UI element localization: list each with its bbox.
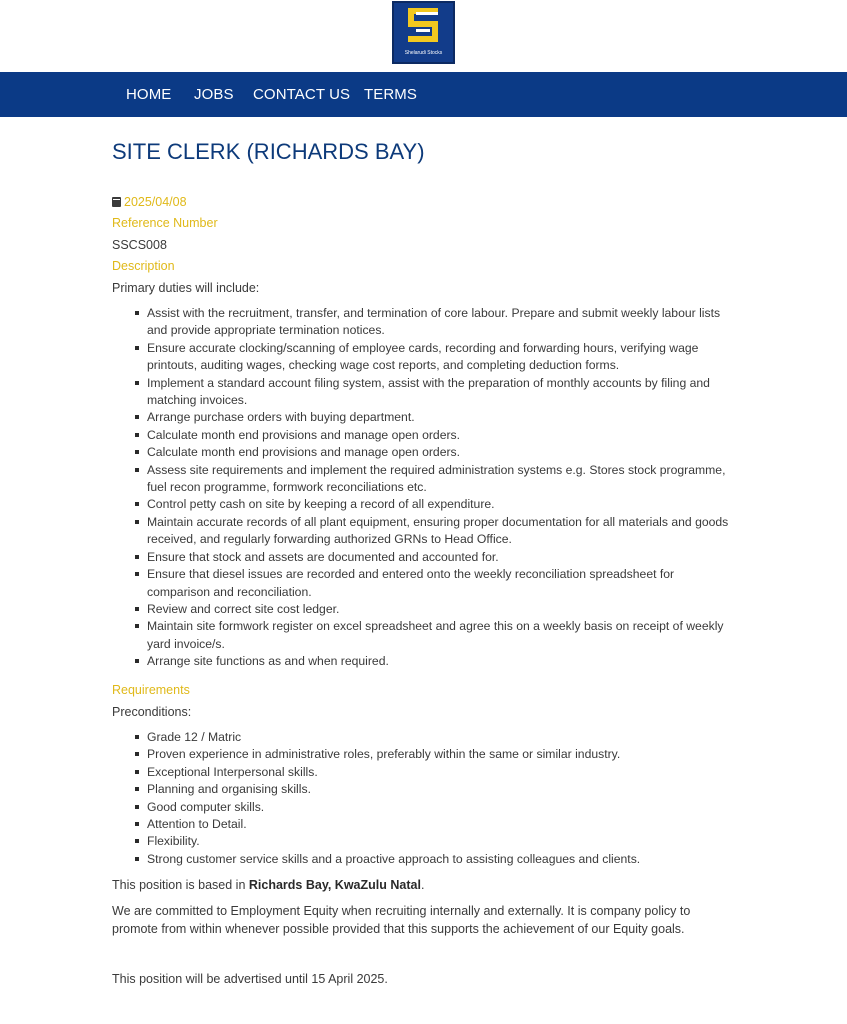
- requirements-list: [134, 729, 734, 868]
- location-suffix: .: [420, 878, 425, 892]
- list-item: Maintain accurate records of all plant equipment, ensuring proper documentation for all materials and goods received, and regularly forwarding authorized GRNs to Head Office.: [134, 514, 734, 549]
- list-item: Calculate month end provisions and manage open orders.: [134, 444, 734, 461]
- requirements-intro: Preconditions:: [112, 705, 192, 719]
- list-item: Attention to Detail.: [134, 816, 734, 833]
- list-item: Proven experience in administrative roles, preferably within the same or similar industry.: [134, 746, 734, 763]
- location-value: Richards Bay, KwaZulu Natal: [248, 878, 421, 892]
- list-item: Control petty cash on site by keeping a record of all expenditure.: [134, 496, 734, 513]
- list-item: Arrange purchase orders with buying department.: [134, 409, 734, 426]
- nav-home[interactable]: HOME: [126, 86, 172, 103]
- list-item: Good computer skills.: [134, 799, 734, 816]
- list-item: Implement a standard account filing system, assist with the preparation of monthly accounts by filing and matching invoices.: [134, 375, 734, 410]
- company-logo[interactable]: [392, 1, 455, 64]
- reference-value: SSCS008: [112, 238, 167, 252]
- nav-terms[interactable]: TERMS: [364, 86, 417, 103]
- description-label: Description: [112, 259, 175, 273]
- calendar-icon: [112, 197, 121, 207]
- closing-statement: This position will be advertised until 15 April 2025.: [112, 972, 388, 986]
- list-item: Assess site requirements and implement the required administration systems e.g. Stores stock programme, fuel recon programme, formwork reconciliations etc.: [134, 462, 734, 497]
- page-title: SITE CLERK (RICHARDS BAY): [112, 139, 425, 164]
- list-item: Ensure that diesel issues are recorded and entered onto the weekly reconciliation spreadsheet for comparison and reconciliation.: [134, 566, 734, 601]
- requirements-label: Requirements: [112, 683, 190, 697]
- description-intro: Primary duties will include:: [112, 281, 260, 295]
- equity-statement: We are committed to Employment Equity when recruiting internally and externally. It is company policy to promote from within whenever possible provided that this supports the achievement of our Equity goals.: [112, 904, 691, 936]
- duties-list: [134, 305, 734, 671]
- logo-text: Shelarudi Stocks: [404, 50, 443, 56]
- list-item: Ensure accurate clocking/scanning of employee cards, recording and forwarding hours, verifying wage printouts, auditing wages, checking wage cost reports, and completing deduction forms.: [134, 340, 734, 375]
- reference-label: Reference Number: [112, 216, 218, 230]
- header: [0, 0, 847, 72]
- list-item: Flexibility.: [134, 833, 734, 850]
- nav-contact-us[interactable]: CONTACT US: [253, 86, 351, 103]
- list-item: Exceptional Interpersonal skills.: [134, 764, 734, 781]
- post-date-value: 2025/04/08: [124, 195, 187, 209]
- list-item: Assist with the recruitment, transfer, and termination of core labour. Prepare and submit weekly labour lists and provide appropriate termination notices.: [134, 305, 734, 340]
- list-item: Planning and organising skills.: [134, 781, 734, 798]
- list-item: Strong customer service skills and a proactive approach to assisting colleagues and clients.: [134, 851, 734, 868]
- list-item: Calculate month end provisions and manage open orders.: [134, 427, 734, 444]
- location-statement: [112, 877, 742, 893]
- post-date: [112, 194, 187, 210]
- nav-jobs[interactable]: JOBS: [194, 86, 234, 103]
- list-item: Grade 12 / Matric: [134, 729, 734, 746]
- logo-s-icon: [394, 3, 453, 62]
- list-item: Ensure that stock and assets are documented and accounted for.: [134, 549, 734, 566]
- location-prefix: This position is based in: [112, 878, 249, 892]
- list-item: Arrange site functions as and when required.: [134, 653, 734, 670]
- main-nav: [0, 72, 847, 117]
- list-item: Maintain site formwork register on excel spreadsheet and agree this on a weekly basis on receipt of weekly yard invoice/s.: [134, 618, 734, 653]
- list-item: Review and correct site cost ledger.: [134, 601, 734, 618]
